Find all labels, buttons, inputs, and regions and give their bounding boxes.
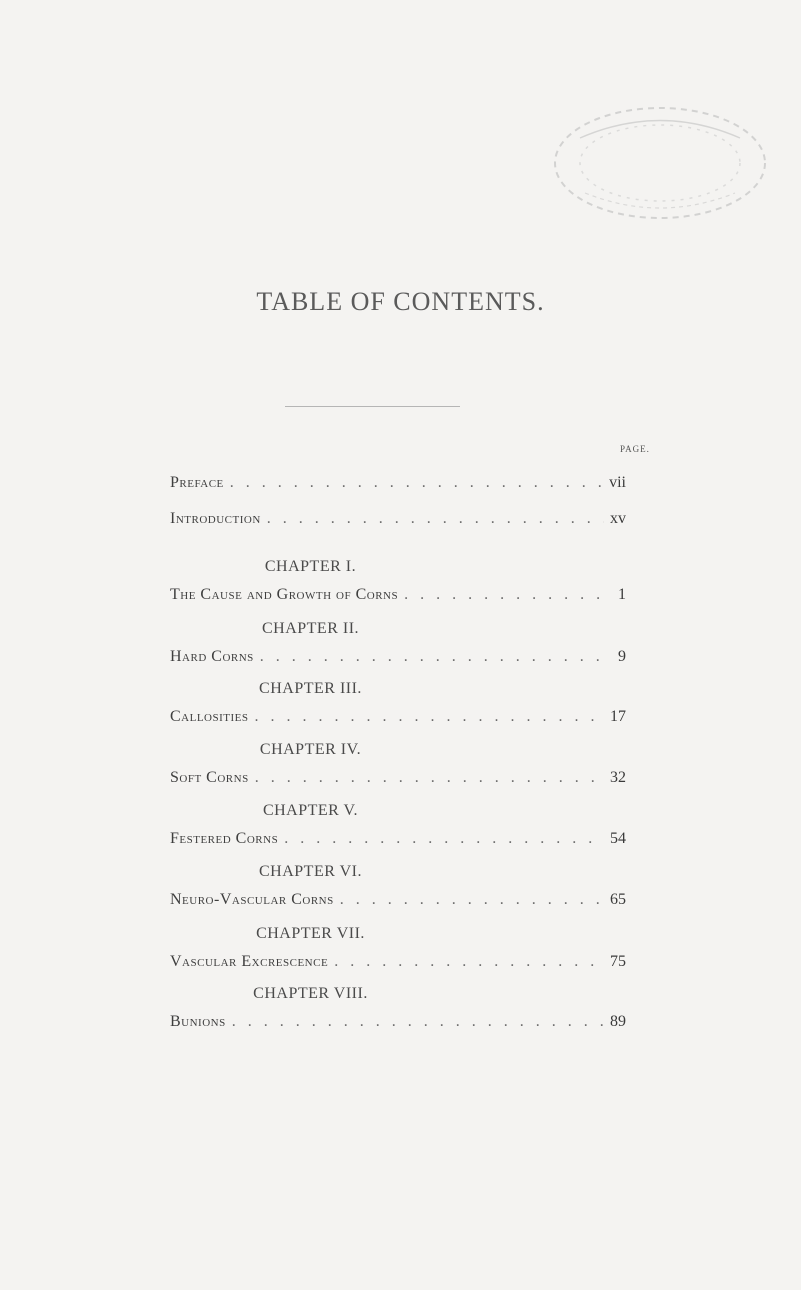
toc-entry-label: Neuro-Vascular Corns — [170, 891, 334, 908]
toc-entry-page: 1 — [618, 586, 626, 603]
toc-entry-page: vii — [609, 474, 626, 491]
chapter-heading: CHAPTER II. — [261, 620, 360, 637]
toc-entry[interactable] — [170, 474, 626, 496]
toc-entry[interactable] — [170, 769, 626, 791]
toc-entry-label: Hard Corns — [170, 648, 254, 665]
dot-leader — [334, 953, 604, 971]
chapter-heading: CHAPTER IV. — [259, 741, 362, 758]
chapter-heading: CHAPTER V. — [262, 802, 359, 819]
dot-leader — [267, 510, 604, 528]
page-column-heading: PAGE. — [620, 444, 650, 454]
dot-leader — [255, 708, 605, 726]
dot-leader — [284, 830, 604, 848]
toc-entry-label: Vascular Excrescence — [170, 953, 329, 970]
dot-leader — [340, 891, 604, 909]
toc-entry-page: 17 — [610, 708, 626, 725]
chapter-heading: CHAPTER III. — [259, 680, 362, 697]
toc-entry-page: xv — [610, 510, 626, 527]
library-stamp-icon — [540, 98, 780, 228]
toc-entry[interactable] — [170, 1013, 626, 1035]
dot-leader — [255, 769, 604, 787]
toc-entry-label: Soft Corns — [170, 769, 249, 786]
toc-entry[interactable] — [170, 891, 626, 913]
toc-entry-label: Preface — [170, 474, 224, 491]
toc-entry-page: 32 — [610, 769, 626, 786]
chapter-heading: CHAPTER VII. — [256, 925, 365, 942]
dot-leader — [404, 586, 604, 604]
toc-entry-label: Introduction — [170, 510, 261, 527]
dot-leader — [232, 1013, 604, 1031]
toc-entry-page: 75 — [610, 953, 626, 970]
toc-entry[interactable] — [170, 708, 626, 730]
page-title: TABLE OF CONTENTS. — [256, 287, 545, 316]
toc-entry[interactable] — [170, 586, 626, 608]
chapter-heading: CHAPTER VIII. — [253, 985, 368, 1002]
toc-entry-label: Festered Corns — [170, 830, 279, 847]
toc-entry-page: 65 — [610, 891, 626, 908]
dot-leader — [260, 648, 604, 666]
chapter-heading: CHAPTER VI. — [259, 863, 362, 880]
toc-entry-label: Bunions — [170, 1013, 226, 1030]
toc-entry-page: 54 — [610, 830, 626, 847]
toc-entry[interactable] — [170, 830, 626, 852]
toc-entry-page: 9 — [618, 648, 626, 665]
toc-entry-page: 89 — [610, 1013, 626, 1030]
toc-entry[interactable] — [170, 648, 626, 670]
toc-entry[interactable] — [170, 510, 626, 532]
title-divider — [285, 406, 460, 407]
toc-entry[interactable] — [170, 953, 626, 975]
toc-entry-label: Callosities — [170, 708, 249, 725]
dot-leader — [230, 474, 603, 492]
chapter-heading: CHAPTER I. — [264, 558, 357, 575]
toc-entry-label: The Cause and Growth of Corns — [170, 586, 399, 603]
